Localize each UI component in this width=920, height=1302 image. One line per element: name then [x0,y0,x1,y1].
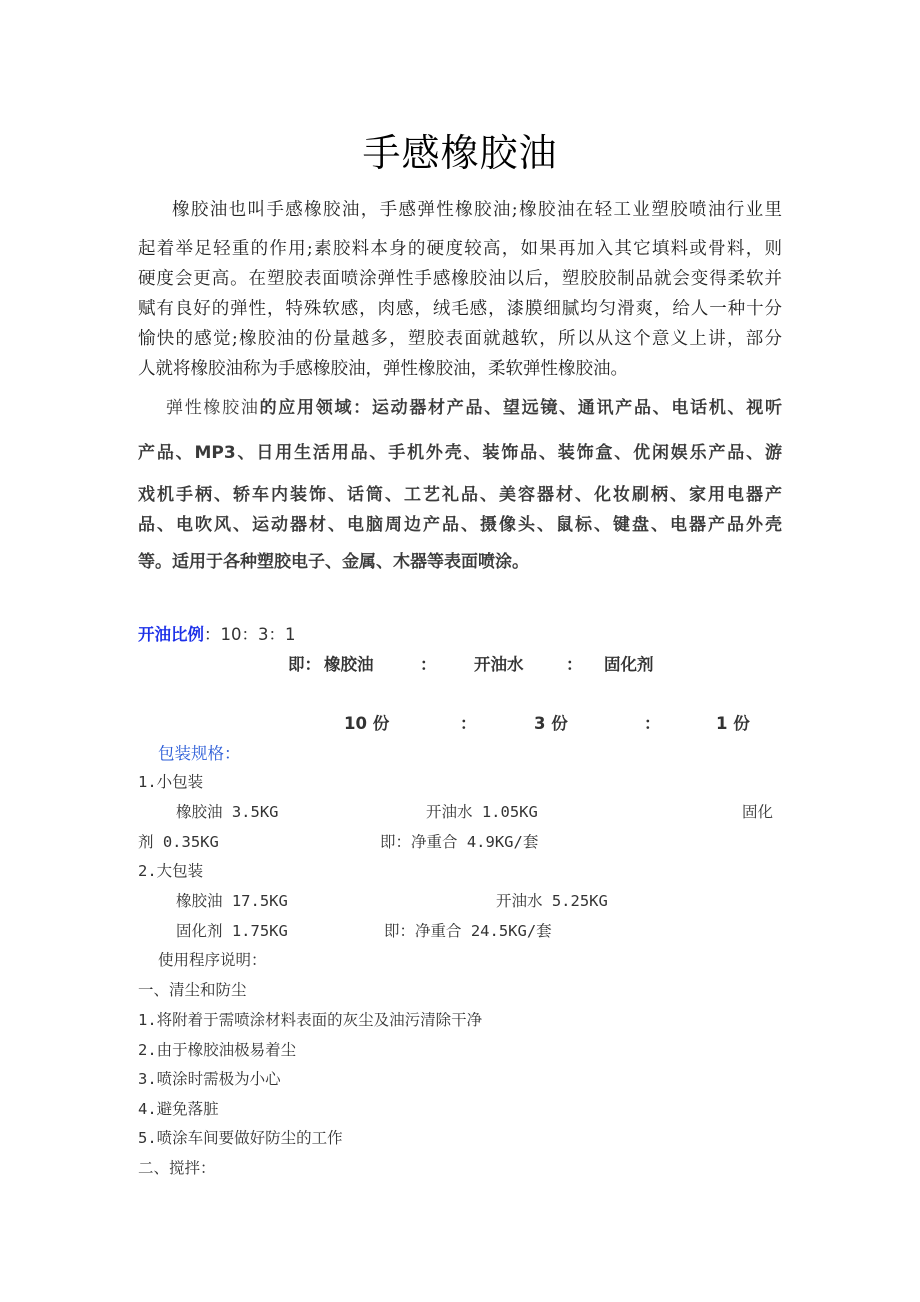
ratio-label: 开油比例 [138,625,204,644]
ratio-separator: ： [420,655,437,674]
intro-line: 人就将橡胶油称为手感橡胶油，弹性橡胶油，柔软弹性橡胶油。 [138,359,628,379]
usage-section-title: 一、清尘和防尘 [138,981,247,999]
small-package-title: 1.小包装 [138,773,204,791]
usage-heading: 使用程序说明： [158,951,267,969]
large-package-thinner: 开油水 5.25KG [496,892,608,910]
ratio-name-hardener: 固化剂 [604,655,654,674]
intro-paragraph-cont [138,234,782,384]
ratio-name-oil: 橡胶油 [324,655,374,674]
small-package-hardener-part1: 固化 [742,803,774,821]
intro-paragraph [138,195,782,225]
intro-line: 愉快的感觉;橡胶油的份量越多，塑胶表面就越软，所以从这个意义上讲，部分 [138,329,782,349]
application-paragraph [138,393,782,423]
application-line: 戏机手柄、轿车内装饰、话筒、工艺礼品、美容器材、化妆刷柄、家用电器产 [138,485,782,505]
application-paragraph-cont [138,438,782,468]
application-lead-bold: 的应用领域：运动器材产品、望远镜、通讯产品、电话机、视听 [259,398,782,418]
usage-step: 4.避免落脏 [138,1100,219,1118]
small-package-thinner: 开油水 1.05KG [426,803,538,821]
usage-step: 1.将附着于需喷涂材料表面的灰尘及油污清除干净 [138,1011,483,1029]
ratio-separator: ： [644,714,661,733]
large-package-oil: 橡胶油 17.5KG [176,892,288,910]
application-line: 品、电吹风、运动器材、电脑周边产品、摄像头、鼠标、键盘、电器产品外壳 [138,515,782,535]
ratio-part-hardener: 1 份 [716,714,750,733]
usage-step: 2.由于橡胶油极易着尘 [138,1041,297,1059]
large-package-title: 2.大包装 [138,862,204,880]
intro-line: 硬度会更高。在塑胶表面喷涂弹性手感橡胶油以后，塑胶胶制品就会变得柔软并 [138,269,782,289]
ratio-names-prefix: 即： [288,655,321,674]
ratio-line [138,621,296,645]
small-package-hardener-part2: 剂 0.35KG [138,833,219,851]
large-package-hardener: 固化剂 1.75KG [176,922,288,940]
usage-section-title: 二、搅拌： [138,1159,216,1177]
application-paragraph-cont2 [138,480,782,540]
application-lead [138,393,782,423]
small-package-oil: 橡胶油 3.5KG [176,803,279,821]
application-line: 产品、MP3、日用生活用品、手机外壳、装饰品、装饰盒、优闲娱乐产品、游 [138,443,782,463]
ratio-part-thinner: 3 份 [534,714,568,733]
document-title: 手感橡胶油 [362,131,558,175]
small-package-total: 即：净重合 4.9KG/套 [380,833,539,851]
intro-line: 赋有良好的弹性，特殊软感，肉感，绒毛感，漆膜细腻均匀滑爽，给人一种十分 [138,299,782,319]
ratio-colon: ： [204,625,221,644]
ratio-separator: ： [566,655,583,674]
packaging-heading: 包装规格： [158,744,241,763]
ratio-part-oil: 10 份 [344,714,390,733]
ratio-value: 10：3：1 [220,625,296,644]
usage-step: 3.喷涂时需极为小心 [138,1070,281,1088]
ratio-separator: ： [460,714,477,733]
application-line: 等。适用于各种塑胶电子、金属、木器等表面喷涂。 [138,552,529,572]
ratio-name-thinner: 开油水 [474,655,524,674]
intro-line: 橡胶油也叫手感橡胶油，手感弹性橡胶油;橡胶油在轻工业塑胶喷油行业里 [172,200,782,220]
application-lead-light: 弹性橡胶油 [166,398,260,418]
application-paragraph-cont3 [138,547,782,577]
intro-line: 起着举足轻重的作用;素胶料本身的硬度较高，如果再加入其它填料或骨料，则 [138,239,782,259]
large-package-total: 即：净重合 24.5KG/套 [384,922,552,940]
usage-step: 5.喷涂车间要做好防尘的工作 [138,1129,343,1147]
